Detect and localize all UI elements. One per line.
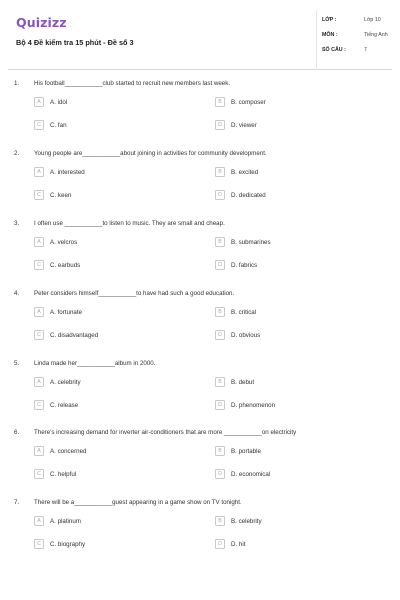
option-text: C. helpful <box>50 470 77 478</box>
option-letter-box[interactable]: C <box>34 260 44 270</box>
option-letter-box[interactable]: A <box>34 307 44 317</box>
option-c[interactable] <box>34 190 184 201</box>
meta-question-count <box>322 47 392 57</box>
option-letter-box[interactable]: D <box>215 400 225 410</box>
option-text: D. viewer <box>231 121 257 129</box>
meta-value: Tiếng Anh <box>364 32 388 38</box>
option-letter-box[interactable]: C <box>34 469 44 479</box>
option-c[interactable] <box>34 330 184 341</box>
option-text: A. fortunate <box>50 308 82 316</box>
question-2 <box>0 150 400 220</box>
option-text: B. submarines <box>231 238 271 246</box>
option-letter-box[interactable]: D <box>215 539 225 549</box>
question-text: His football___________club started to recruit new members last week. <box>34 80 231 87</box>
option-letter-box[interactable]: A <box>34 516 44 526</box>
option-text: B. excited <box>231 168 259 176</box>
option-letter-box[interactable]: A <box>34 237 44 247</box>
option-c[interactable] <box>34 469 184 480</box>
option-text: C. biography <box>50 540 86 548</box>
option-c[interactable] <box>34 120 184 131</box>
option-letter-box[interactable]: B <box>215 377 225 387</box>
option-a[interactable] <box>34 307 184 318</box>
option-letter-box[interactable]: C <box>34 120 44 130</box>
option-letter-box[interactable]: D <box>215 330 225 340</box>
option-a[interactable] <box>34 237 184 248</box>
question-number: 3. <box>14 220 20 227</box>
option-text: B. composer <box>231 98 266 106</box>
option-letter-box[interactable]: D <box>215 120 225 130</box>
meta-class <box>322 17 392 27</box>
question-6 <box>0 429 400 499</box>
option-a[interactable] <box>34 377 184 388</box>
meta-label: SỐ CÂU : <box>322 47 346 53</box>
quizizz-logo[interactable]: Quizizz <box>16 15 67 30</box>
option-a[interactable] <box>34 446 184 457</box>
option-d[interactable] <box>215 400 365 411</box>
question-4 <box>0 290 400 360</box>
option-letter-box[interactable]: C <box>34 400 44 410</box>
option-d[interactable] <box>215 260 365 271</box>
option-letter-box[interactable]: A <box>34 167 44 177</box>
option-letter-box[interactable]: B <box>215 167 225 177</box>
option-letter-box[interactable]: A <box>34 446 44 456</box>
option-letter-box[interactable]: B <box>215 446 225 456</box>
option-text: C. fan <box>50 121 67 129</box>
question-text: Young people are___________about joining in activities for community development. <box>34 150 267 157</box>
option-letter-box[interactable]: C <box>34 330 44 340</box>
option-d[interactable] <box>215 469 365 480</box>
option-text: D. hit <box>231 540 246 548</box>
option-text: D. fabrics <box>231 261 258 269</box>
option-b[interactable] <box>215 446 365 457</box>
option-text: C. earbuds <box>50 261 81 269</box>
question-text: There will be a___________guest appearing in a game show on TV tonight. <box>34 499 242 506</box>
question-number: 5. <box>14 360 20 367</box>
option-text: A. idol <box>50 98 68 106</box>
option-letter-box[interactable]: D <box>215 260 225 270</box>
option-b[interactable] <box>215 377 365 388</box>
option-letter-box[interactable]: C <box>34 190 44 200</box>
question-number: 1. <box>14 80 20 87</box>
option-letter-box[interactable]: D <box>215 190 225 200</box>
meta-value: 7 <box>364 47 367 53</box>
option-b[interactable] <box>215 97 365 108</box>
page-title: Bộ 4 Đề kiểm tra 15 phút - Đề số 3 <box>16 38 134 47</box>
question-1 <box>0 80 400 150</box>
option-d[interactable] <box>215 120 365 131</box>
option-b[interactable] <box>215 516 365 527</box>
option-letter-box[interactable]: B <box>215 237 225 247</box>
question-number: 7. <box>14 499 20 506</box>
option-letter-box[interactable]: B <box>215 97 225 107</box>
option-text: A. celebrity <box>50 378 81 386</box>
question-text: There's increasing demand for inverter air-conditioners that are more ___________on electricity <box>34 429 297 436</box>
option-letter-box[interactable]: D <box>215 469 225 479</box>
option-c[interactable] <box>34 400 184 411</box>
option-a[interactable] <box>34 516 184 527</box>
option-c[interactable] <box>34 260 184 271</box>
option-text: B. portable <box>231 447 261 455</box>
option-text: D. obvious <box>231 331 261 339</box>
option-text: C. release <box>50 401 79 409</box>
meta-subject <box>322 32 392 42</box>
option-text: B. debut <box>231 378 255 386</box>
option-text: A. concerned <box>50 447 87 455</box>
option-letter-box[interactable]: B <box>215 307 225 317</box>
option-letter-box[interactable]: A <box>34 377 44 387</box>
option-text: C. disadvantaged <box>50 331 99 339</box>
option-text: B. celebrity <box>231 517 262 525</box>
meta-label: LỚP : <box>322 17 337 23</box>
question-text: Peter considers himself___________to have had such a good education. <box>34 290 235 297</box>
question-7 <box>0 499 400 569</box>
option-a[interactable] <box>34 167 184 178</box>
question-number: 2. <box>14 150 20 157</box>
option-text: B. critical <box>231 308 257 316</box>
option-letter-box[interactable]: B <box>215 516 225 526</box>
option-text: D. phenomenon <box>231 401 276 409</box>
option-text: D. economical <box>231 470 271 478</box>
question-text: Linda made her___________album in 2000. <box>34 360 156 367</box>
question-5 <box>0 360 400 430</box>
option-text: A. velcros <box>50 238 78 246</box>
option-text: C. keen <box>50 191 72 199</box>
option-b[interactable] <box>215 237 365 248</box>
option-letter-box[interactable]: C <box>34 539 44 549</box>
meta-value: Lớp 10 <box>364 17 381 23</box>
option-text: A. platinum <box>50 517 81 525</box>
option-letter-box[interactable]: A <box>34 97 44 107</box>
question-text: I often use ___________to listen to music. They are small and cheap. <box>34 220 225 227</box>
header-divider <box>316 10 317 68</box>
option-text: A. interested <box>50 168 85 176</box>
option-b[interactable] <box>215 307 365 318</box>
option-b[interactable] <box>215 167 365 178</box>
option-d[interactable] <box>215 330 365 341</box>
question-number: 4. <box>14 290 20 297</box>
option-d[interactable] <box>215 539 365 550</box>
meta-label: MÔN : <box>322 32 338 38</box>
option-d[interactable] <box>215 190 365 201</box>
option-c[interactable] <box>34 539 184 550</box>
option-a[interactable] <box>34 97 184 108</box>
option-text: D. dedicated <box>231 191 266 199</box>
worksheet-header <box>8 8 392 70</box>
question-3 <box>0 220 400 290</box>
question-number: 6. <box>14 429 20 436</box>
